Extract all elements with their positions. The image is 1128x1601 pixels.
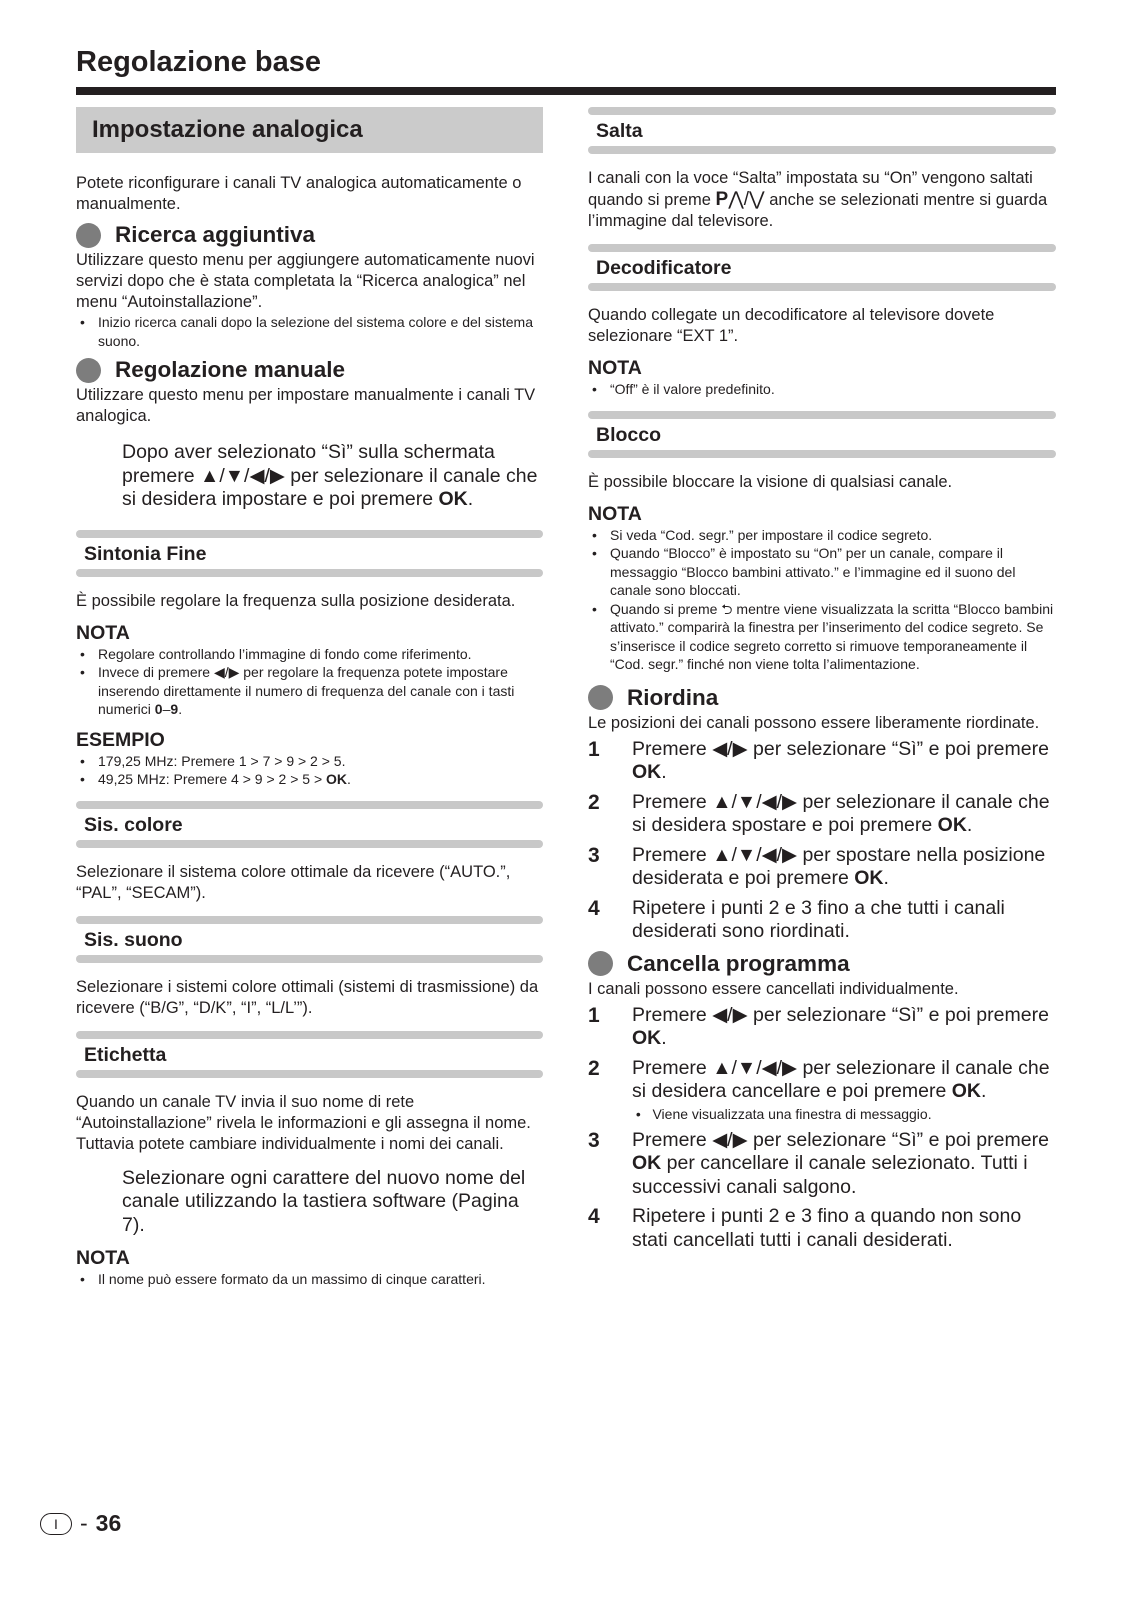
page-title: Regolazione base: [76, 46, 321, 78]
step-item: 3 Premere ◀/▶ per selezionare “Sì” e poi premere OK per cancellare il canale selezionato. Tutti i successivi canali salgono.: [588, 1128, 1049, 1198]
heading-cancella-programma: Cancella programma: [588, 950, 1056, 978]
subsection-etichetta: [76, 1031, 543, 1078]
ricerca-text: Utilizzare questo menu per aggiungere automaticamente nuovi servizi dopo che è stata completata la “Ricerca analogica” nel menu “Autoinstallazione”.: [76, 251, 535, 311]
step-bullet: • Viene visualizzata una finestra di messaggio.: [632, 1105, 932, 1122]
sintonia-text: È possibile regolare la frequenza sulla posizione desiderata.: [76, 591, 516, 610]
sintonia-notes: [76, 645, 543, 719]
return-icon: ⮌: [721, 600, 733, 617]
list-item: • Quando “Blocco” è impostato su “On” per un canale, compare il messaggio “Blocco bambini attivato.” e l’immagine ed il suono del canale sono bloccati.: [592, 545, 1016, 598]
intro-text: Potete riconfigurare i canali TV analogica automaticamente o manualmente.: [76, 174, 522, 213]
subsection-decodificatore: [588, 244, 1056, 291]
step-item: 3 Premere ▲/▼/◀/▶ per spostare nella posizione desiderata e poi premere OK.: [588, 843, 1046, 889]
list-item: • “Off” è il valore predefinito.: [592, 381, 775, 397]
esempio-label: ESEMPIO: [76, 728, 165, 751]
step-item: 1 Premere ◀/▶ per selezionare “Sì” e poi premere OK.: [588, 1003, 1049, 1049]
manuale-instruction: Dopo aver selezionato “Sì” sulla schermata premere ▲/▼/◀/▶ per selezionare il canale che si desidera impostare e poi premere OK.: [122, 441, 538, 510]
cancella-steps: [588, 1004, 1056, 1253]
language-badge: I: [40, 1513, 72, 1535]
list-item: • Si veda “Cod. segr.” per impostare il codice segreto.: [592, 526, 933, 543]
page-number: 36: [95, 1510, 122, 1536]
channel-up-down-icon: ⋀/⋁: [728, 189, 765, 210]
page-footer: I - 36: [40, 1510, 121, 1537]
blocco-text: È possibile bloccare la visione di qualsiasi canale.: [588, 472, 953, 491]
subsection-label: Sis. suono: [84, 928, 183, 951]
bullet-circle-icon: [588, 685, 613, 710]
etichetta-text: Quando un canale TV invia il suo nome di rete “Autoinstallazione” rivela le informazioni e gli assegna il nome. Tuttavia potete cambiare individualmente i nomi dei canali.: [76, 1092, 531, 1153]
riordina-text: Le posizioni dei canali possono essere liberamente riordinate.: [588, 713, 1040, 732]
step-item: 4 Ripetere i punti 2 e 3 fino a che tutti i canali desiderati sono riordinati.: [588, 896, 1005, 942]
decodificatore-notes: [588, 380, 1056, 399]
nota-label: NOTA: [588, 357, 642, 379]
nota-label: NOTA: [76, 621, 130, 644]
suono-text: Selezionare i sistemi colore ottimali (sistemi di trasmissione) da ricevere (“B/G”, “D/K”, “I”, “L/L’”).: [76, 977, 539, 1017]
manuale-text: Utilizzare questo menu per impostare manualmente i canali TV analogica.: [76, 386, 536, 425]
etichetta-notes: [76, 1270, 543, 1289]
subsection-sis-suono: [76, 916, 543, 963]
subsection-sintonia-fine: [76, 530, 543, 577]
title-rule: [76, 87, 1056, 95]
heading-ricerca-aggiuntiva: Ricerca aggiuntiva: [76, 221, 543, 249]
salta-text: I canali con la voce “Salta” impostata su “On” vengono saltati quando si preme P⋀/⋁ anche se selezionati mentre si guarda l’immagine dal televisore.: [588, 169, 1048, 230]
subsection-salta: [588, 107, 1056, 154]
list-item: • 49,25 MHz: Premere 4 > 9 > 2 > 5 > OK.: [80, 771, 351, 787]
blocco-notes: [588, 526, 1056, 674]
subsection-label: Salta: [596, 120, 643, 142]
list-item: • 179,25 MHz: Premere 1 > 7 > 9 > 2 > 5.: [80, 752, 346, 769]
step-item: 2 Premere ▲/▼/◀/▶ per selezionare il canale che si desidera spostare e poi premere OK.: [588, 790, 1050, 836]
right-column: [588, 107, 1056, 1258]
section-title-impostazione-analogica: Impostazione analogica: [76, 107, 543, 153]
left-column: [76, 107, 543, 1293]
subsection-label: Sis. colore: [84, 813, 183, 836]
list-item: • Il nome può essere formato da un massimo di cinque caratteri.: [80, 1271, 486, 1287]
list-item: • Inizio ricerca canali dopo la selezione del sistema colore e del sistema suono.: [80, 314, 533, 349]
subsection-label: Sintonia Fine: [84, 542, 207, 565]
heading-riordina: Riordina: [588, 684, 1056, 712]
step-item: 2 Premere ▲/▼/◀/▶ per selezionare il canale che si desidera cancellare e poi premere OK. • Viene visualizzata una finestra di messaggio.: [588, 1057, 1056, 1123]
decodificatore-text: Quando collegate un decodificatore al televisore dovete selezionare “EXT 1”.: [588, 306, 995, 345]
bullet-circle-icon: [76, 358, 101, 383]
step-item: 4 Ripetere i punti 2 e 3 fino a quando non sono stati cancellati tutti i canali desiderati.: [588, 1205, 1022, 1251]
ricerca-bullets: [76, 313, 543, 350]
colore-text: Selezionare il sistema colore ottimale da ricevere (“AUTO.”, “PAL”, “SECAM”).: [76, 862, 511, 902]
subsection-label: Decodificatore: [596, 257, 732, 279]
etichetta-instruction: Selezionare ogni carattere del nuovo nome del canale utilizzando la tastiera software (Pagina 7).: [122, 1166, 526, 1236]
subsection-sis-colore: [76, 801, 543, 848]
bullet-circle-icon: [76, 223, 101, 248]
nota-label: NOTA: [588, 502, 642, 525]
list-item: • Regolare controllando l’immagine di fondo come riferimento.: [80, 645, 472, 662]
nota-label: NOTA: [76, 1247, 130, 1269]
list-item: • Quando si preme ⮌ mentre viene visualizzata la scritta “Blocco bambini attivato.” comparirà la finestra per l’inserimento del codice segreto. Se s’inserisce il codice segreto corretto si rimuove temporaneamente il “Cod. segr.” finché non viene tolta l’alimentazione.: [592, 600, 1054, 672]
bullet-circle-icon: [588, 951, 613, 976]
riordina-steps: [588, 738, 1056, 944]
cancella-text: I canali possono essere cancellati individualmente.: [588, 979, 959, 998]
subsection-label: Etichetta: [84, 1043, 167, 1066]
step-item: 1 Premere ◀/▶ per selezionare “Sì” e poi premere OK.: [588, 737, 1049, 783]
esempio-list: [76, 752, 543, 789]
subsection-label: Blocco: [596, 423, 662, 446]
heading-regolazione-manuale: Regolazione manuale: [76, 356, 543, 384]
list-item: • Invece di premere ◀/▶ per regolare la frequenza potete impostare inserendo direttamente il numero di frequenza del canale con i tasti numerici 0–9.: [80, 664, 515, 717]
subsection-blocco: [588, 411, 1056, 458]
